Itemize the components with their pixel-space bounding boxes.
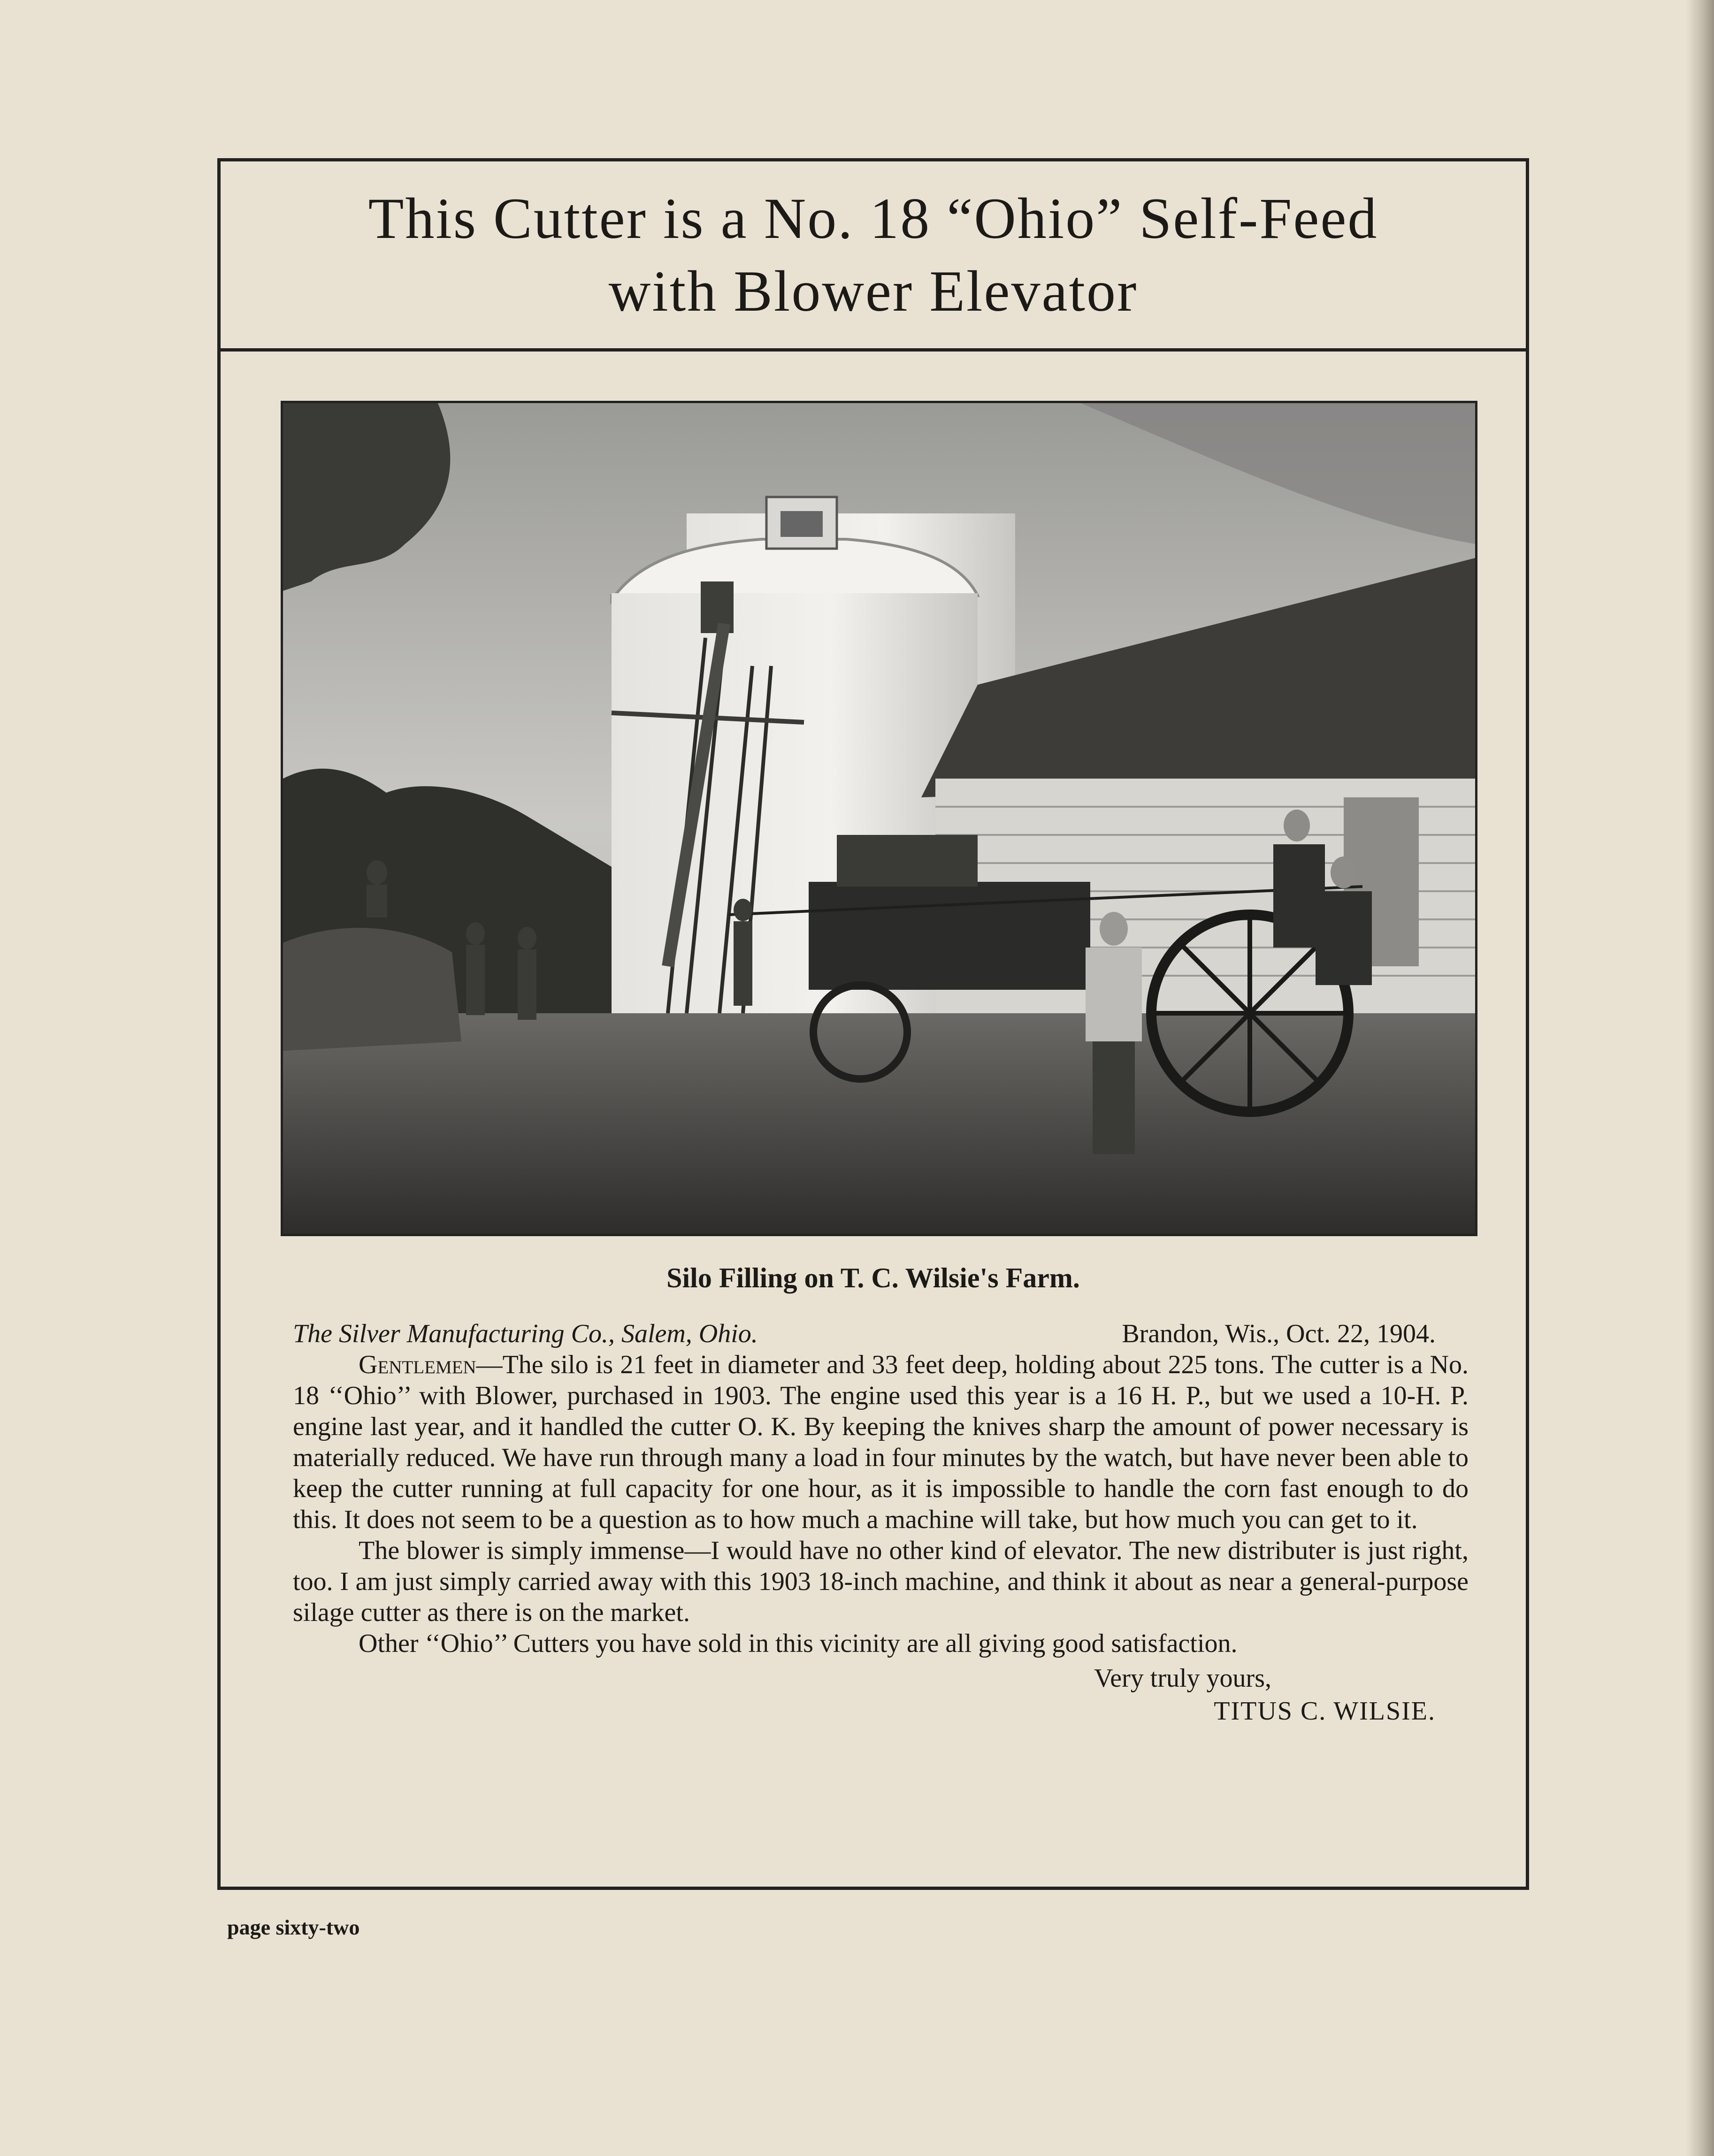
letter-salutation: Gentlemen [359, 1350, 476, 1379]
photo-caption: Silo Filling on T. C. Wilsie's Farm. [666, 1262, 1080, 1293]
letter-dateline: Brandon, Wis., Oct. 22, 1904. [1122, 1319, 1436, 1348]
cupola-vent [780, 511, 823, 537]
letter-paragraph-1-text: —The silo is 21 feet in diameter and 33 feet deep, holding about 225 tons. The cutter is a No. 18 ‘‘Ohio’’ with Blower, purchased in 1903. The engine used this year is a 16 H. P., but we used a 10-H. P. engine last year, and it handled the cutter O. K. By keeping the knives sharp the amount of power necessary is materially reduced. We have run through many a load in four minutes by the watch, but have never been able to keep the cutter running at full capacity for one hour, as it is impossible to handle the corn fast enough to do this. It does not seem to be a question as to how much a machine will take, but how much you can get to it. [293, 1350, 1469, 1534]
letter-paragraph-1 [293, 1349, 1469, 1535]
engine-boiler [837, 835, 978, 887]
page-number: page sixty-two [227, 1915, 360, 1939]
headline-panel [221, 161, 1526, 352]
letter-addressee: The Silver Manufacturing Co., Salem, Ohio. [293, 1319, 758, 1348]
headline [368, 182, 1378, 328]
corn-pile [283, 928, 461, 1051]
letter-heading [293, 1318, 1469, 1349]
ground [283, 1013, 1475, 1234]
silo-filling-photo [281, 401, 1477, 1236]
photo-illustration [283, 403, 1475, 1234]
steam-engine [809, 882, 1090, 990]
headline-line-1: This Cutter is a No. 18 “Ohio” Self-Feed [368, 186, 1378, 251]
letter-paragraph-3: Other ‘‘Ohio’’ Cutters you have sold in this vicinity are all giving good satisfaction. [359, 1629, 1238, 1658]
page-edge-shadow [1686, 0, 1714, 2156]
letter-signature: TITUS C. WILSIE. [1214, 1697, 1436, 1726]
headline-line-2: with Blower Elevator [608, 259, 1138, 323]
advertisement-frame [217, 158, 1529, 1890]
testimonial-letter [293, 1318, 1469, 1727]
letter-paragraph-2: The blower is simply immense—I would have no other kind of elevator. The new distributer is just right, too. I am just simply carried away with this 1903 18-inch machine, and think it about as near a general-purpose silage cutter as there is on the market. [293, 1536, 1469, 1627]
letter-closing: Very truly yours, [1094, 1664, 1271, 1693]
